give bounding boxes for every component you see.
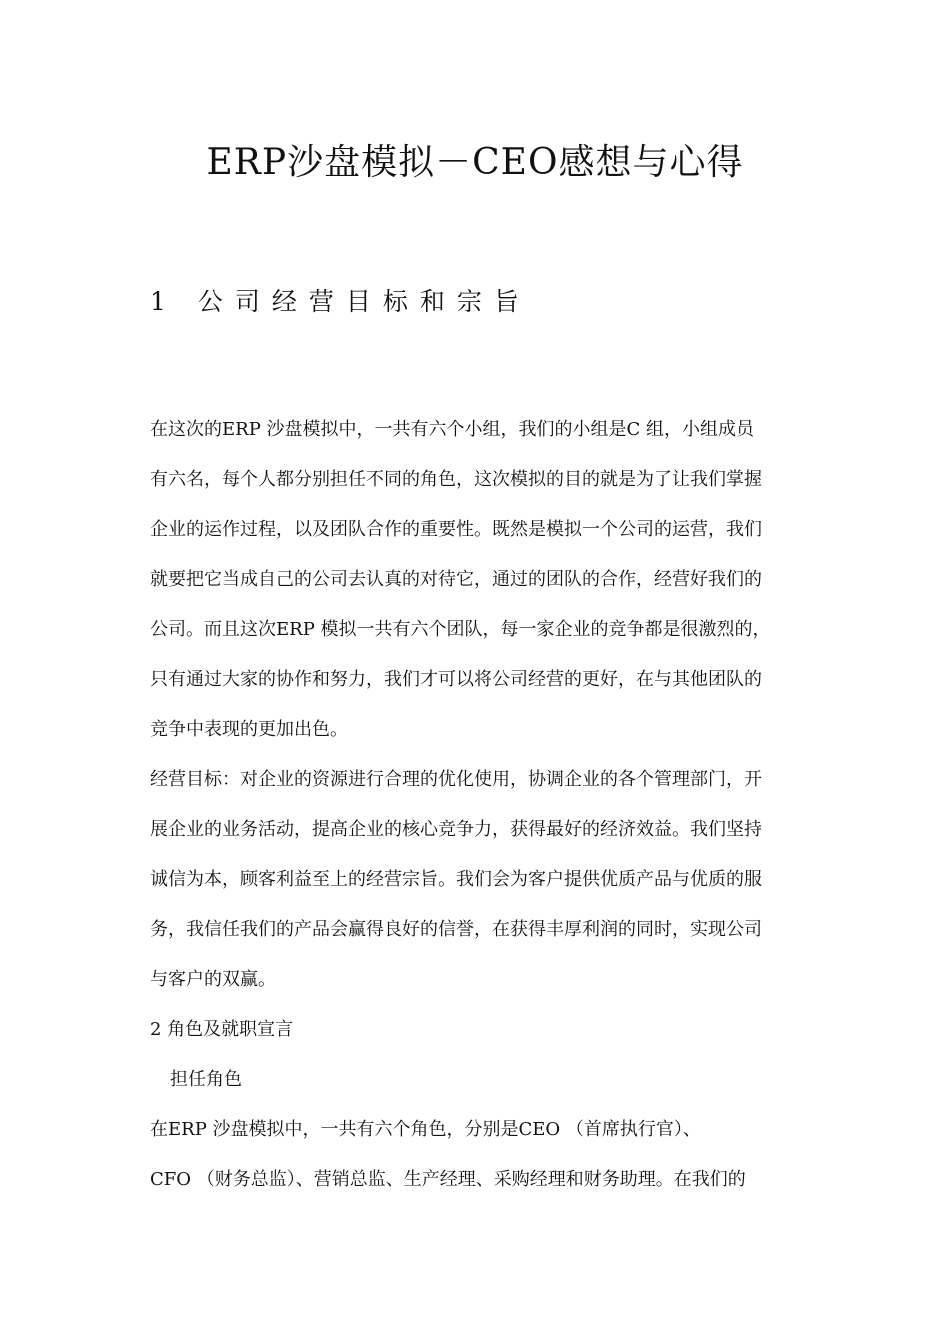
paragraph-line: 经营目标：对企业的资源进行合理的优化使用，协调企业的各个管理部门，开 [150,769,762,790]
paragraph-line: 务，我信任我们的产品会赢得良好的信誉，在获得丰厚利润的同时，实现公司 [150,919,762,940]
paragraph-line: 展企业的业务活动，提高企业的核心竞争力，获得最好的经济效益。我们坚持 [150,819,762,840]
subheading-role: 担任角色 [170,1069,242,1090]
paragraph-line: 诚信为本，顾客利益至上的经营宗旨。我们会为客户提供优质产品与优质的服 [150,869,762,890]
section-heading-2: 2 角色及就职宣言 [150,1019,294,1040]
paragraph-line: 与客户的双赢。 [150,969,276,990]
body-text [150,405,830,1205]
paragraph-line: 在ERP 沙盘模拟中，一共有六个角色，分别是CEO （首席执行官）、 [150,1119,701,1140]
paragraph-line: 有六名，每个人都分别担任不同的角色，这次模拟的目的就是为了让我们掌握 [150,469,762,490]
paragraph-line: 在这次的ERP 沙盘模拟中，一共有六个小组，我们的小组是C 组，小组成员 [150,419,755,440]
document-title: ERP沙盘模拟－CEO感想与心得 [206,142,744,183]
paragraph-line: 竞争中表现的更加出色。 [150,719,348,740]
paragraph-line: 公司。而且这次ERP 模拟一共有六个团队，每一家企业的竞争都是很激烈的， [150,619,771,640]
paragraph-line: 只有通过大家的协作和努力，我们才可以将公司经营的更好，在与其他团队的 [150,669,762,690]
section-heading-1: 1 公司经营目标和宗旨 [150,287,531,316]
paragraph-line: CFO （财务总监）、营销总监、生产经理、采购经理和财务助理。在我们的 [150,1169,746,1190]
paragraph-line: 企业的运作过程，以及团队合作的重要性。既然是模拟一个公司的运营，我们 [150,519,762,540]
paragraph-line: 就要把它当成自己的公司去认真的对待它，通过的团队的合作，经营好我们的 [150,569,762,590]
